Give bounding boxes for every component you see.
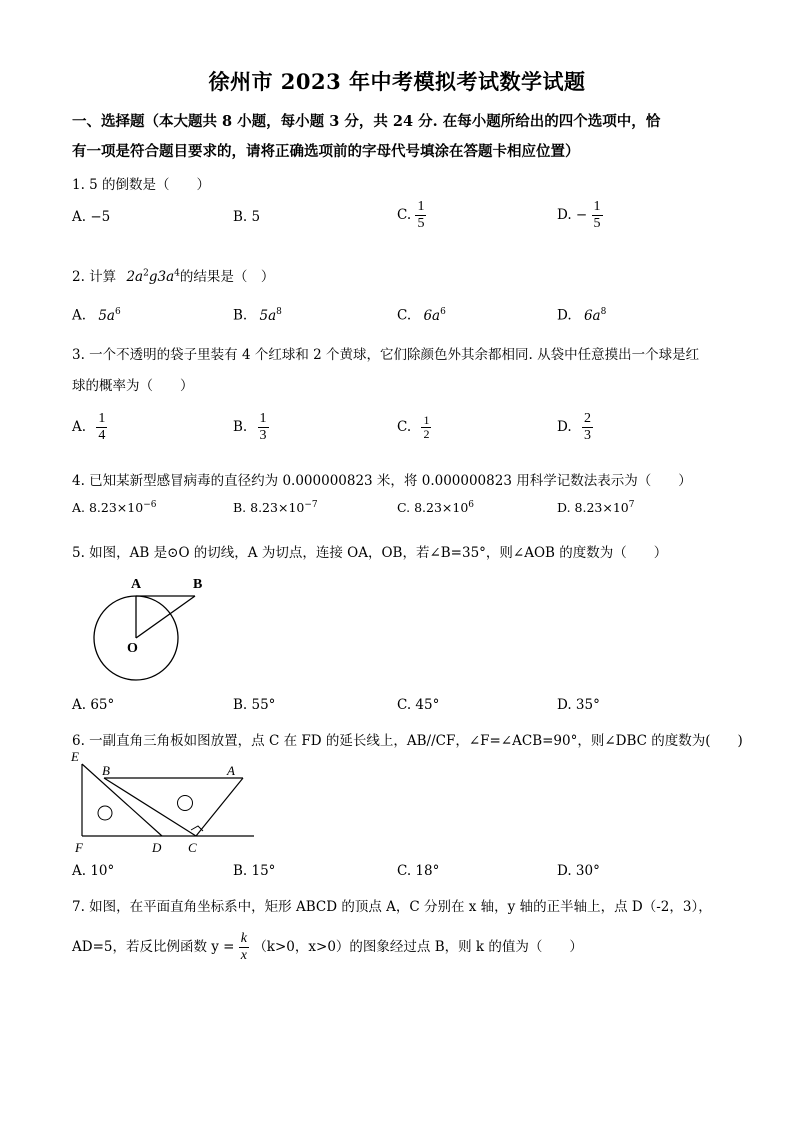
q3-option-b-fraction [258, 411, 269, 444]
q5-label-a: A [131, 577, 142, 592]
q3-option-b-prefix: B. [233, 419, 248, 435]
q1-option-c-num: 1 [417, 199, 425, 214]
q6-option-c: C. 18° [397, 863, 440, 879]
q3-option-d-prefix: D. [557, 419, 572, 435]
q6-option-d: D. 30° [557, 863, 600, 879]
q2-option-c-exp: 6 [440, 307, 446, 317]
page-title: 徐州市 2023 年中考模拟考试数学试题 [208, 69, 586, 94]
q2-stem-prefix: 2. 计算 [72, 269, 117, 285]
q7-frac-num: k [240, 931, 248, 946]
q1-option-d-den: 5 [593, 216, 601, 231]
q3-option-a-fraction [96, 411, 107, 444]
q6-stem: 6. 一副直角三角板如图放置，点 C 在 FD 的延长线上，AB//CF，∠F=∠ACB=90°，则∠DBC 的度数为( ) [72, 733, 743, 749]
q2-option-b [233, 307, 282, 324]
q2-option-d-prefix: D. [557, 307, 572, 324]
q2-option-d [557, 307, 606, 324]
q4-option-b-exp: −7 [304, 500, 318, 510]
q2-option-c-expr: 6a [423, 307, 441, 324]
q7-stem-line1: 7. 如图，在平面直角坐标系中，矩形 ABCD 的顶点 A，C 分别在 x 轴，y 轴的正半轴上，点 D（-2，3）， [72, 899, 712, 915]
q2-option-d-expr: 6a [583, 307, 601, 324]
q2-stem-suffix: 的结果是（ ） [179, 269, 275, 285]
q1-option-c-den: 5 [417, 216, 425, 231]
q4-option-a [72, 500, 156, 515]
q3-option-a [72, 411, 107, 444]
q4-option-d-exp: 7 [628, 500, 635, 510]
q6-label-e: E [71, 749, 79, 764]
q4-option-b [233, 500, 318, 515]
q7-fraction-k-over-x [239, 931, 249, 964]
q6-option-b: B. 15° [233, 863, 276, 879]
q4-stem: 4. 已知某新型感冒病毒的直径约为 0.000000823 米，将 0.000000823 用科学记数法表示为（ ） [72, 473, 692, 489]
q6-figure-triangles [68, 748, 263, 858]
q2-option-b-prefix: B. [233, 307, 248, 324]
q1-option-c-prefix: C. [397, 207, 412, 223]
q2-option-a-prefix: A. [72, 307, 87, 324]
q1-option-d [557, 199, 603, 232]
q5-option-b: B. 55° [233, 697, 276, 713]
q3-option-c [397, 414, 431, 441]
q3-option-d-fraction [582, 411, 593, 444]
q3-option-d-num: 2 [583, 411, 591, 426]
q7-frac-den: x [240, 948, 248, 963]
q6-segment-ed [82, 764, 162, 836]
q3-option-d [557, 411, 593, 444]
section-instructions-line1: 一、选择题（本大题共 8 小题，每小题 3 分，共 24 分. 在每小题所给出的四个选项中，恰 [72, 113, 661, 130]
q2-option-a-expr: 5a [98, 307, 115, 324]
q3-option-a-den: 4 [98, 428, 106, 443]
q3-option-b [233, 411, 269, 444]
q4-option-c-base: C. 8.23×10 [397, 500, 469, 516]
q3-option-a-num: 1 [98, 411, 106, 426]
q1-option-d-num: 1 [593, 199, 601, 214]
q4-option-c-exp: 6 [468, 500, 475, 510]
q3-option-c-num: 1 [423, 413, 430, 427]
q7-stem-line2 [72, 931, 583, 964]
section-instructions-line2: 有一项是符合题目要求的，请将正确选项前的字母代号填涂在答题卡相应位置） [72, 143, 580, 160]
q4-option-a-exp: −6 [143, 500, 157, 510]
q7-stem-line2-suffix: （k>0，x>0）的图象经过点 B，则 k 的值为（ ） [253, 939, 583, 955]
q2-option-a-exp: 6 [114, 307, 121, 317]
q3-option-c-prefix: C. [397, 419, 412, 435]
q6-label-f: F [75, 840, 83, 855]
q2-option-c [397, 307, 446, 324]
q5-label-o: O [127, 641, 138, 656]
q6-label-d: D [152, 840, 162, 855]
q2-expr: 2a [126, 269, 144, 285]
q3-option-c-fraction [421, 414, 431, 441]
q1-option-a: A. −5 [72, 209, 111, 225]
q6-hole-right [178, 796, 193, 811]
q1-option-c-fraction [415, 199, 426, 232]
q1-option-d-prefix: D. − [557, 207, 588, 223]
q2-option-b-exp: 8 [276, 307, 282, 317]
q5-stem: 5. 如图，AB 是⊙O 的切线，A 为切点，连接 OA，OB，若∠B=35°，则∠AOB 的度数为（ ） [72, 545, 668, 561]
q4-option-d [557, 500, 634, 515]
q4-option-b-base: B. 8.23×10 [233, 500, 305, 516]
q5-option-c: C. 45° [397, 697, 440, 713]
q6-label-c: C [188, 840, 197, 855]
q2-option-c-prefix: C. [397, 307, 412, 324]
q4-option-a-base: A. 8.23×10 [72, 500, 144, 516]
q3-option-b-den: 3 [259, 428, 267, 443]
q5-option-a: A. 65° [72, 697, 115, 713]
q1-option-d-fraction [592, 199, 603, 232]
q5-option-d: D. 35° [557, 697, 600, 713]
q4-option-c [397, 500, 474, 515]
q2-expr-exp1: 2 [143, 268, 149, 279]
q5-label-b: B [193, 577, 203, 592]
q5-figure-circle-tangent [85, 570, 215, 685]
q6-label-b: B [102, 763, 110, 778]
q3-stem-line1: 3. 一个不透明的袋子里装有 4 个红球和 2 个黄球，它们除颜色外其余都相同. 从袋中任意摸出一个球是红 [72, 347, 700, 363]
q1-option-b: B. 5 [233, 209, 261, 225]
q7-stem-line2-prefix: AD=5，若反比例函数 y = [72, 939, 235, 955]
q2-option-d-exp: 8 [600, 307, 607, 317]
q2-expr-exp2: 4 [174, 268, 180, 279]
q2-option-b-expr: 5a [259, 307, 277, 324]
q1-option-c [397, 199, 426, 232]
q2-stem [72, 265, 274, 285]
q6-label-a: A [227, 763, 235, 778]
q2-expr-op: g3a [148, 269, 175, 285]
q4-option-d-base: D. 8.23×10 [557, 500, 629, 516]
q6-hole-left [98, 806, 112, 820]
q6-segment-bc [104, 778, 196, 836]
q3-option-c-den: 2 [423, 427, 430, 441]
q3-stem-line2: 球的概率为（ ） [72, 378, 194, 394]
q5-segment-ob [136, 596, 195, 638]
q2-option-a [72, 307, 121, 324]
q3-option-a-prefix: A. [72, 419, 87, 435]
q1-stem: 1. 5 的倒数是（ ） [72, 177, 211, 193]
q3-option-d-den: 3 [583, 428, 591, 443]
q6-segment-ac [196, 778, 243, 836]
q6-option-a: A. 10° [72, 863, 115, 879]
q3-option-b-num: 1 [259, 411, 267, 426]
